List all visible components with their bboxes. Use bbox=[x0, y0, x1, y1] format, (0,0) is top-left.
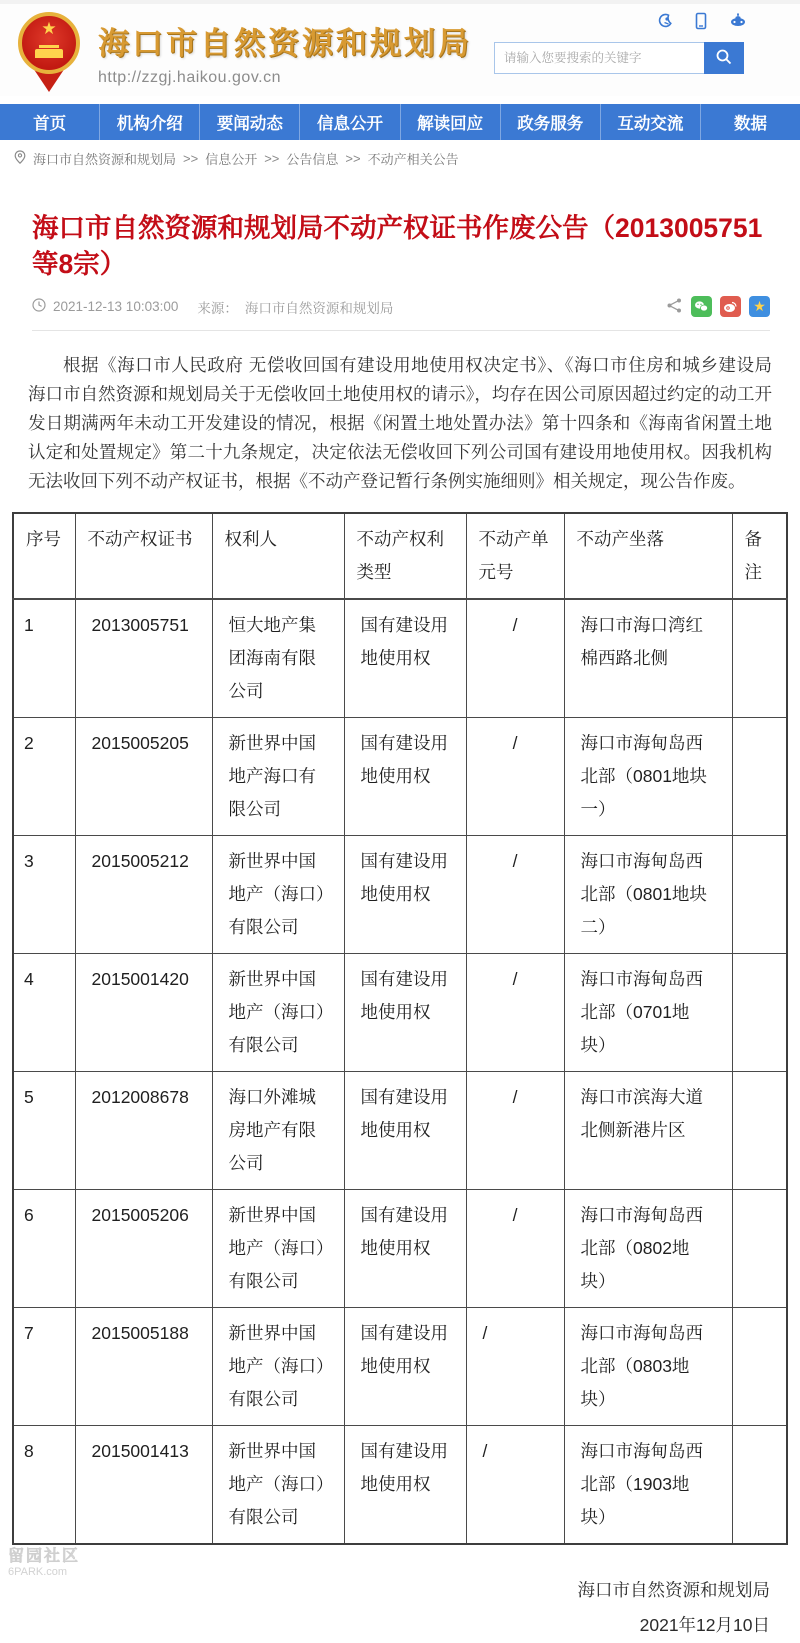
clock-icon bbox=[32, 298, 46, 315]
table-row bbox=[13, 1072, 787, 1190]
signature-agency: 海口市自然资源和规划局 bbox=[577, 1580, 770, 1600]
nav-item-news[interactable]: 要闻动态 bbox=[200, 104, 300, 140]
cell-note bbox=[732, 836, 787, 954]
search-button[interactable] bbox=[704, 42, 744, 74]
cell-note bbox=[732, 1426, 787, 1545]
cell-cert: 2015001420 bbox=[75, 954, 212, 1072]
cell-holder: 新世界中国地产（海口）有限公司 bbox=[212, 1190, 344, 1308]
cell-unit: / bbox=[466, 954, 564, 1072]
breadcrumb-current: 不动产相关公告 bbox=[367, 152, 459, 167]
cell-cert: 2015005205 bbox=[75, 718, 212, 836]
share-buttons bbox=[666, 296, 770, 317]
cell-location: 海口市海甸岛西北部（0803地块） bbox=[564, 1308, 732, 1426]
table-row bbox=[13, 1308, 787, 1426]
cell-no: 8 bbox=[13, 1426, 75, 1545]
publish-datetime: 2021-12-13 10:03:00 bbox=[53, 299, 179, 314]
cell-unit: / bbox=[466, 1190, 564, 1308]
cell-type: 国有建设用地使用权 bbox=[344, 1426, 466, 1545]
table-header-row bbox=[13, 513, 787, 599]
cell-cert: 2015005188 bbox=[75, 1308, 212, 1426]
cell-unit: / bbox=[466, 836, 564, 954]
site-header bbox=[0, 0, 800, 96]
table-row bbox=[13, 836, 787, 954]
table-header bbox=[13, 513, 787, 599]
cell-location: 海口市海甸岛西北部（1903地块） bbox=[564, 1426, 732, 1545]
col-header-type: 不动产权利类型 bbox=[344, 513, 466, 599]
table-row bbox=[13, 599, 787, 718]
location-pin-icon bbox=[14, 150, 26, 167]
cell-holder: 新世界中国地产（海口）有限公司 bbox=[212, 836, 344, 954]
cell-location: 海口市滨海大道北侧新港片区 bbox=[564, 1072, 732, 1190]
article-body: 根据《海口市人民政府 无偿收回国有建设用地使用权决定书》、《海口市住房和城乡建设局 海口市自然资源和规划局关于无偿收回土地使用权的请示》，均存在因公司原因超过约定的动工开发日期满两年未动工开发建设的情况，根据《闲置土地处置办法》第十四条和《海南省闲置土地认定和处置规定》第二十九条规定，决定依法无偿收回下列公司国有建设用地使用权。因我机构无法收回下列不动产权证书，根据《不动产登记暂行条例实施细则》相关规定，现公告作废。 bbox=[28, 355, 772, 491]
emblem-star-icon: ★ bbox=[41, 19, 57, 38]
breadcrumb-announcements[interactable]: 公告信息 bbox=[286, 152, 339, 167]
breadcrumb-site[interactable]: 海口市自然资源和规划局 bbox=[33, 152, 177, 167]
cell-cert: 2015001413 bbox=[75, 1426, 212, 1545]
cell-type: 国有建设用地使用权 bbox=[344, 1072, 466, 1190]
cell-location: 海口市海甸岛西北部（0701地块） bbox=[564, 954, 732, 1072]
document-signature bbox=[0, 1573, 770, 1643]
wechat-share-icon[interactable] bbox=[691, 296, 712, 317]
qzone-share-icon[interactable]: ★ bbox=[749, 296, 770, 317]
cell-note bbox=[732, 1190, 787, 1308]
search-input[interactable] bbox=[494, 42, 704, 74]
accessibility-icon[interactable] bbox=[656, 12, 674, 30]
cell-type: 国有建设用地使用权 bbox=[344, 1308, 466, 1426]
cell-holder: 新世界中国地产海口有限公司 bbox=[212, 718, 344, 836]
cell-location: 海口市海甸岛西北部（0801地块一） bbox=[564, 718, 732, 836]
nav-item-home[interactable]: 首页 bbox=[0, 104, 100, 140]
cell-type: 国有建设用地使用权 bbox=[344, 1190, 466, 1308]
cell-no: 7 bbox=[13, 1308, 75, 1426]
breadcrumb-info-disclosure[interactable]: 信息公开 bbox=[205, 152, 258, 167]
cell-no: 2 bbox=[13, 718, 75, 836]
nav-item-info-disclosure[interactable]: 信息公开 bbox=[300, 104, 400, 140]
cell-cert: 2015005206 bbox=[75, 1190, 212, 1308]
cell-note bbox=[732, 1072, 787, 1190]
cell-unit: / bbox=[466, 1072, 564, 1190]
source-label: 来源： bbox=[197, 300, 238, 316]
cell-holder: 海口外滩城房地产有限公司 bbox=[212, 1072, 344, 1190]
nav-item-services[interactable]: 政务服务 bbox=[501, 104, 601, 140]
cell-type: 国有建设用地使用权 bbox=[344, 836, 466, 954]
cell-location: 海口市海口湾红棉西路北侧 bbox=[564, 599, 732, 718]
share-nodes-icon[interactable] bbox=[666, 297, 683, 317]
table-row bbox=[13, 1426, 787, 1545]
cell-no: 6 bbox=[13, 1190, 75, 1308]
cell-unit: / bbox=[466, 599, 564, 718]
watermark-line1: 留园社区 bbox=[8, 1548, 81, 1565]
emblem-circle bbox=[18, 12, 80, 74]
breadcrumb-separator: >> bbox=[345, 151, 361, 166]
article-meta bbox=[32, 296, 770, 331]
cell-note bbox=[732, 1308, 787, 1426]
cell-unit: / bbox=[466, 1426, 564, 1545]
cell-unit: / bbox=[466, 1308, 564, 1426]
cell-unit: / bbox=[466, 718, 564, 836]
app-robot-icon[interactable] bbox=[728, 12, 748, 30]
site-brand bbox=[14, 12, 472, 96]
emblem-gate-shape bbox=[35, 49, 63, 58]
cell-cert: 2015005212 bbox=[75, 836, 212, 954]
certificate-table bbox=[12, 512, 788, 1545]
breadcrumb-separator: >> bbox=[264, 151, 280, 166]
signature-date: 2021年12月10日 bbox=[639, 1615, 770, 1635]
source-value: 海口市自然资源和规划局 bbox=[244, 300, 394, 316]
cell-holder: 新世界中国地产（海口）有限公司 bbox=[212, 954, 344, 1072]
breadcrumb-separator: >> bbox=[183, 151, 199, 166]
site-title[interactable]: 海口市自然资源和规划局 bbox=[98, 26, 472, 61]
weibo-share-icon[interactable] bbox=[720, 296, 741, 317]
site-watermark bbox=[8, 1548, 80, 1578]
breadcrumb bbox=[0, 140, 800, 176]
cell-location: 海口市海甸岛西北部（0801地块二） bbox=[564, 836, 732, 954]
col-header-unit: 不动产单元号 bbox=[466, 513, 564, 599]
nav-item-data[interactable]: 数据 bbox=[733, 115, 767, 133]
national-emblem-logo bbox=[14, 12, 84, 96]
cell-no: 1 bbox=[13, 599, 75, 718]
nav-item-about[interactable]: 机构介绍 bbox=[100, 104, 200, 140]
cell-no: 5 bbox=[13, 1072, 75, 1190]
cell-holder: 新世界中国地产（海口）有限公司 bbox=[212, 1308, 344, 1426]
cell-type: 国有建设用地使用权 bbox=[344, 599, 466, 718]
cell-cert: 2012008678 bbox=[75, 1072, 212, 1190]
cell-location: 海口市海甸岛西北部（0802地块） bbox=[564, 1190, 732, 1308]
col-header-cert: 不动产权证书 bbox=[75, 513, 212, 599]
mobile-version-icon[interactable] bbox=[692, 12, 710, 30]
cell-holder: 恒大地产集团海南有限公司 bbox=[212, 599, 344, 718]
nav-item-interaction[interactable]: 互动交流 bbox=[601, 104, 701, 140]
nav-item-interpretation[interactable]: 解读回应 bbox=[401, 104, 501, 140]
cell-type: 国有建设用地使用权 bbox=[344, 954, 466, 1072]
cell-no: 4 bbox=[13, 954, 75, 1072]
table-row bbox=[13, 718, 787, 836]
col-header-holder: 权利人 bbox=[212, 513, 344, 599]
watermark-line2: 6PARK.com bbox=[8, 1565, 68, 1578]
cell-type: 国有建设用地使用权 bbox=[344, 718, 466, 836]
col-header-note: 备注 bbox=[732, 513, 787, 599]
site-search bbox=[494, 42, 744, 74]
cell-note bbox=[732, 599, 787, 718]
main-navigation bbox=[0, 104, 800, 140]
cell-note bbox=[732, 954, 787, 1072]
article-title: 海口市自然资源和规划局不动产权证书作废公告（2013005751等8宗） bbox=[32, 213, 763, 279]
cell-note bbox=[732, 718, 787, 836]
table-row bbox=[13, 1190, 787, 1308]
col-header-location: 不动产坐落 bbox=[564, 513, 732, 599]
header-utility-icons bbox=[656, 12, 748, 30]
table-row bbox=[13, 954, 787, 1072]
cell-holder: 新世界中国地产（海口）有限公司 bbox=[212, 1426, 344, 1545]
brand-text bbox=[98, 12, 472, 87]
cell-no: 3 bbox=[13, 836, 75, 954]
cell-cert: 2013005751 bbox=[75, 599, 212, 718]
search-icon bbox=[715, 48, 733, 69]
col-header-no: 序号 bbox=[13, 513, 75, 599]
site-url: http://zzgj.haikou.gov.cn bbox=[98, 69, 281, 86]
